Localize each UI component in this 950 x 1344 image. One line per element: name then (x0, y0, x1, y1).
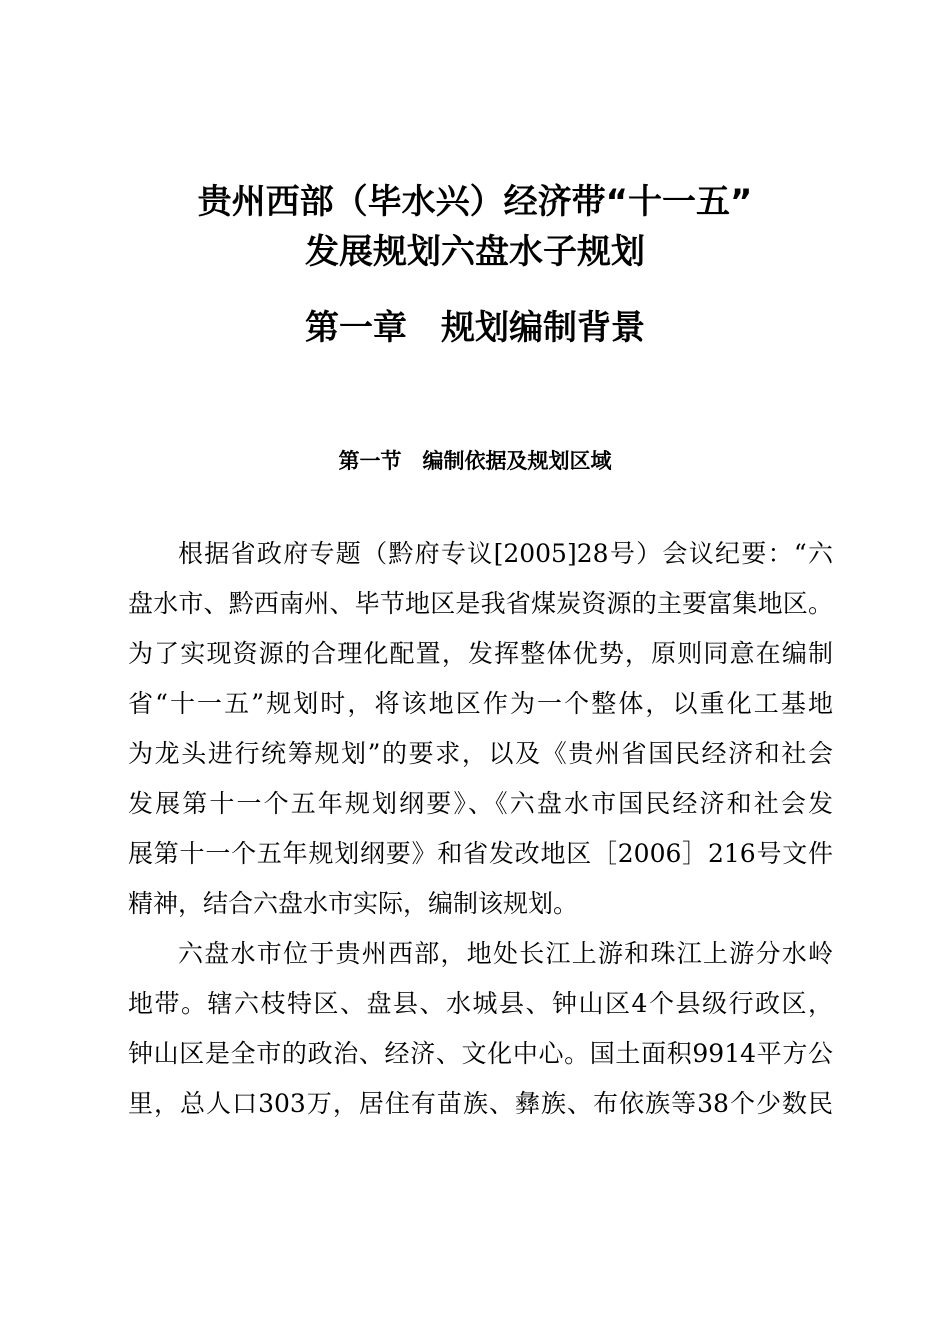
paragraph-line: 里，总人口303万，居住有苗族、彝族、布依族等38个少数民 (128, 1089, 833, 1118)
paragraph-line: 地带。辖六枝特区、盘县、水城县、钟山区4个县级行政区， (128, 989, 833, 1018)
paragraph-line: 盘水市、黔西南州、毕节地区是我省煤炭资源的主要富集地区。 (128, 589, 833, 618)
paragraph-line: 根据省政府专题（黔府专议[2005]28号）会议纪要：“六 (178, 539, 833, 568)
chapter-heading: 第一章 规划编制背景 (305, 308, 645, 348)
document-title-line-1: 贵州西部（毕水兴）经济带“十一五” (197, 182, 753, 222)
paragraph-line: 六盘水市位于贵州西部，地处长江上游和珠江上游分水岭 (178, 939, 833, 968)
paragraph-line: 为了实现资源的合理化配置，发挥整体优势，原则同意在编制 (128, 639, 833, 668)
section-heading: 第一节 编制依据及规划区域 (338, 449, 612, 473)
paragraph-line: 展第十一个五年规划纲要》和省发改地区［2006］216号文件 (128, 839, 833, 868)
paragraph-line: 省“十一五”规划时，将该地区作为一个整体，以重化工基地 (128, 689, 833, 718)
paragraph-line: 发展第十一个五年规划纲要》、《六盘水市国民经济和社会发 (128, 789, 833, 818)
paragraph-line: 为龙头进行统筹规划”的要求，以及《贵州省国民经济和社会 (128, 739, 833, 768)
document-title-line-2: 发展规划六盘水子规划 (305, 232, 645, 272)
paragraph-line: 钟山区是全市的政治、经济、文化中心。国土面积9914平方公 (128, 1039, 833, 1068)
paragraph-line: 精神，结合六盘水市实际，编制该规划。 (128, 889, 579, 918)
